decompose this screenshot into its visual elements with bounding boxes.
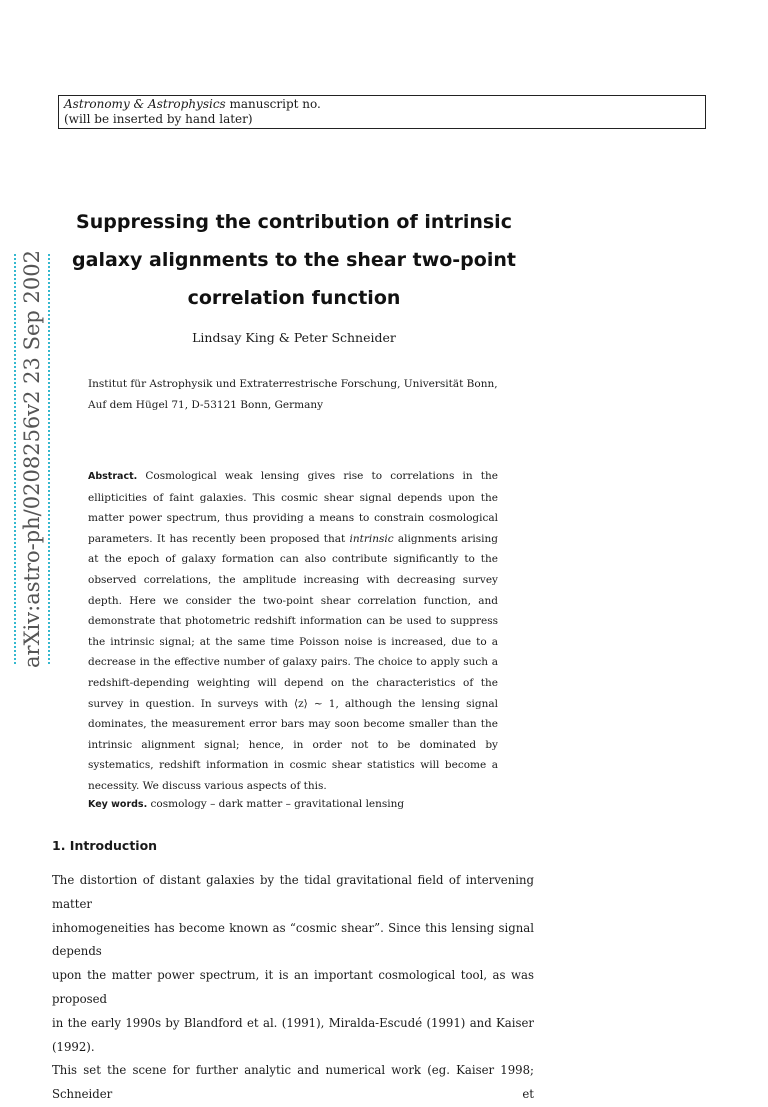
section-heading-introduction: 1. Introduction <box>52 838 158 853</box>
paper-authors: Lindsay King & Peter Schneider <box>192 330 396 345</box>
intro-line: This set the scene for further analytic and numerical work (eg. Kaiser 1998; Schneider et <box>52 1063 534 1102</box>
journal-name: Astronomy & Astrophysics <box>64 97 226 111</box>
intro-line: inhomogeneities has become known as “cosmic shear”. Since this lensing signal depends <box>52 920 534 959</box>
paper-title: Suppressing the contribution of intrinsic galaxy alignments to the shear two-point correlation function <box>72 211 516 309</box>
introduction-body <box>52 869 534 1107</box>
intro-line: in the early 1990s by Blandford et al. (1991), Miralda-Escudé (1991) and Kaiser (1992). <box>52 1015 534 1054</box>
journal-line-2: (will be inserted by hand later) <box>64 112 253 126</box>
journal-manuscript-no: manuscript no. <box>225 97 321 111</box>
abstract-emphasis: intrinsic <box>349 532 394 545</box>
author-affiliation: Institut für Astrophysik und Extraterrestrische Forschung, Universität Bonn, Auf dem Hügel 71, D-53121 Bonn, Germany <box>88 378 498 411</box>
abstract-math: ⟨z⟩ ∼ 1 <box>294 697 336 710</box>
journal-header-box <box>58 95 706 129</box>
keywords <box>88 798 508 810</box>
abstract-label: Abstract. <box>88 471 138 482</box>
arxiv-identifier: arXiv:astro-ph/0208256v2 23 Sep 2002 <box>20 250 44 668</box>
keywords-text: cosmology – dark matter – gravitational lensing <box>147 798 405 810</box>
abstract-text-3: , although the lensing signal dominates, the measurement error bars may soon become smaller than the intrinsic alignment signal; hence, in order not to be dominated by systematics, redshift information in cosmic shear statistics will become a necessity. We discuss various aspects of this. <box>88 697 498 792</box>
abstract <box>88 466 498 797</box>
abstract-text-1: Cosmological weak lensing gives rise to correlations in the ellipticities of faint galaxies. This cosmic shear signal depends upon the matter power spectrum, thus providing a means to constrain cosmological parameters. It has recently been proposed that <box>88 470 498 545</box>
journal-line-1 <box>64 97 700 112</box>
arxiv-stamp <box>14 250 50 668</box>
intro-line: The distortion of distant galaxies by the tidal gravitational field of intervening matter <box>52 873 534 911</box>
abstract-text-2: alignments arising at the epoch of galaxy formation can also contribute significantly to the observed correlations, the amplitude increasing with decreasing survey depth. Here we consider the two-point shear correlation function, and demonstrate that photometric redshift information can be used to suppress the intrinsic signal; at the same time Poisson noise is increased, due to a decrease in the effective number of galaxy pairs. The choice to apply such a redshift-depending weighting will depend on the characteristics of the survey in question. In surveys with <box>88 532 499 710</box>
keywords-label: Key words. <box>88 799 148 810</box>
intro-line: upon the matter power spectrum, it is an important cosmological tool, as was proposed <box>52 968 534 1006</box>
